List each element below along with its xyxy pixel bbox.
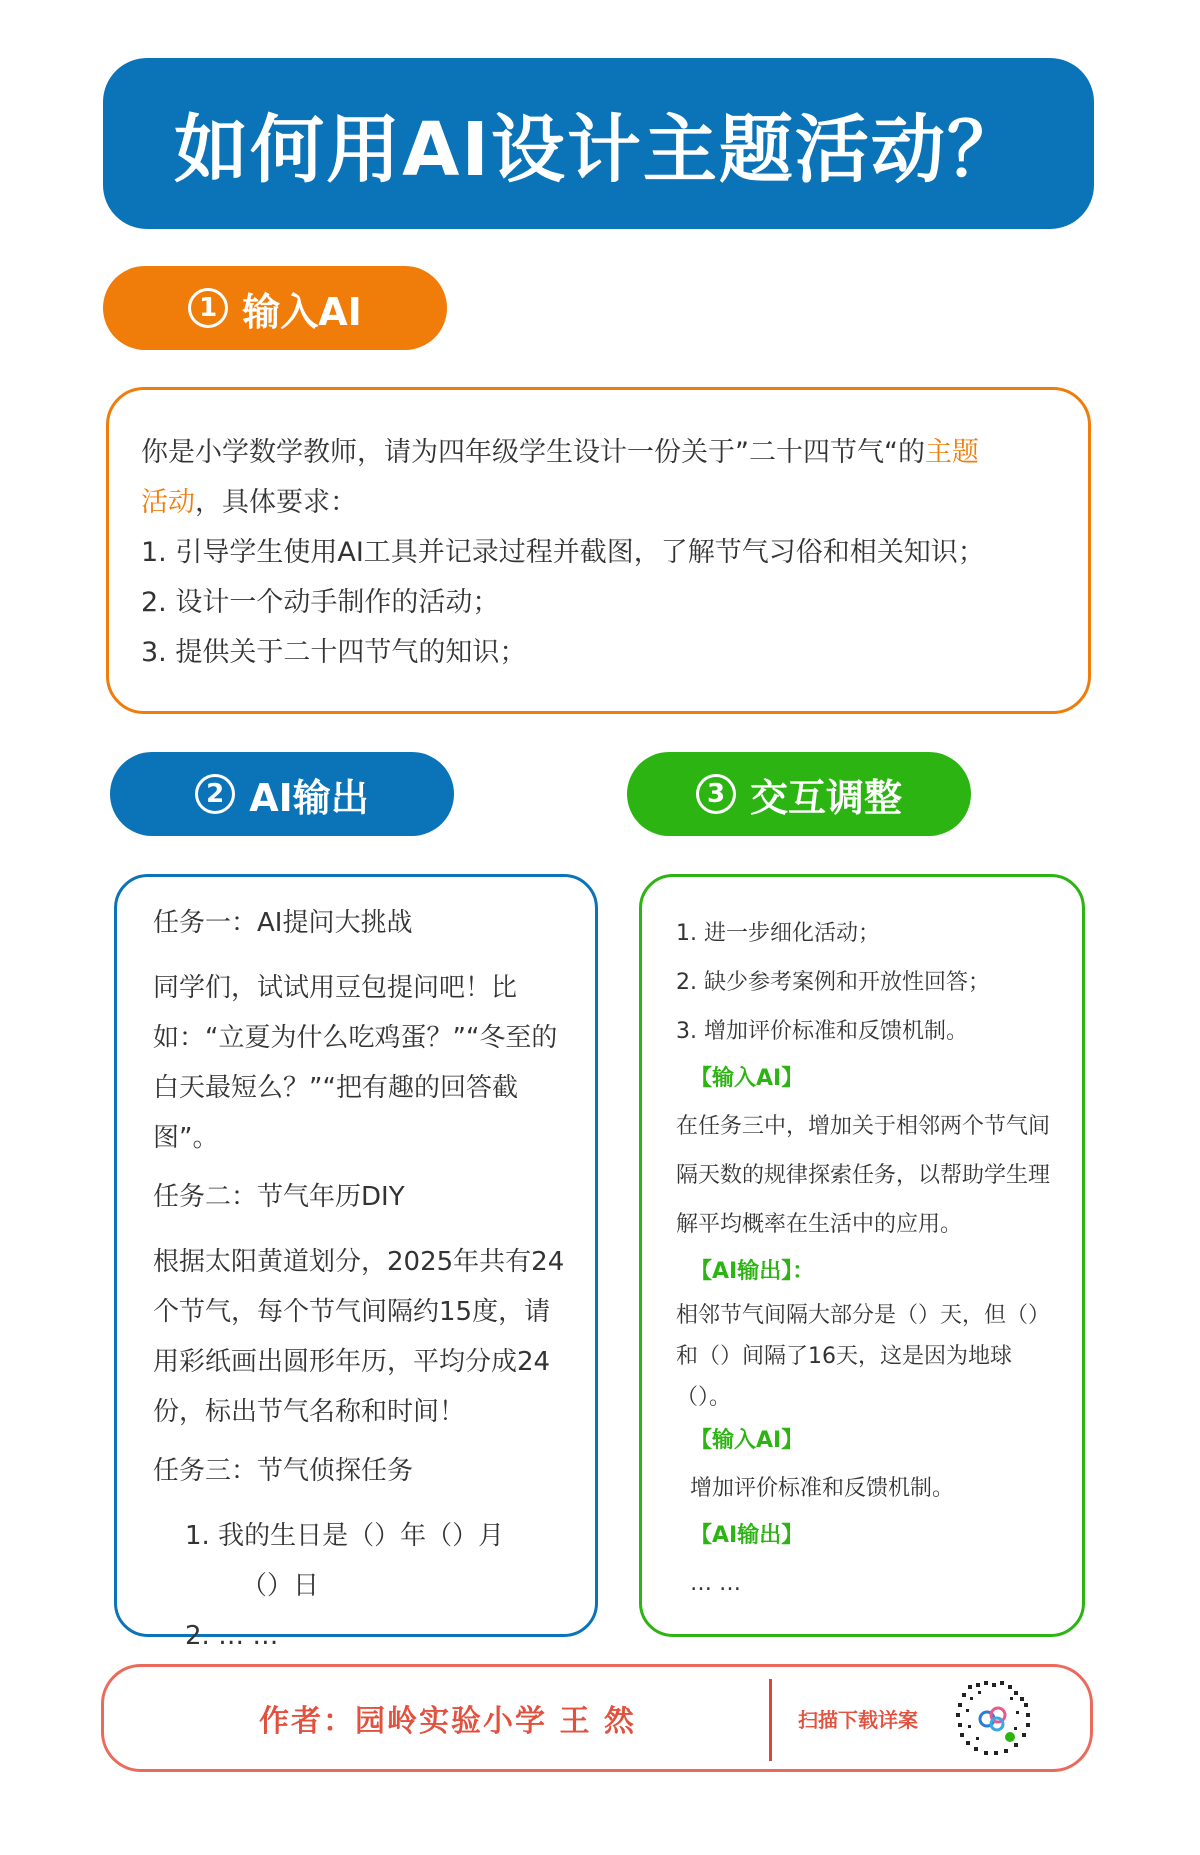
- prompt-line-2: [141, 478, 1056, 528]
- prompt-item: 1. 引导学生使用AI工具并记录过程并截图，了解节气习俗和相关知识；: [141, 537, 985, 568]
- task-2-title: 任务二：节气年历DIY: [153, 1182, 405, 1212]
- tag-ai-output-2: 【AI输出】: [690, 1523, 804, 1548]
- input-ai-text: 在任务三中，增加关于相邻两个节气间隔天数的规律探索任务，以帮助学生理解平均概率在生活中的应用。: [676, 1114, 1051, 1237]
- step-3-number-icon: 3: [696, 774, 736, 814]
- interaction-adjust-box: [639, 874, 1085, 1637]
- task-3-item-2: 2. … …: [185, 1621, 279, 1651]
- task-3-list: [153, 1511, 573, 1661]
- prompt-item: 2. 设计一个动手制作的活动；: [141, 587, 500, 618]
- footer-divider: [769, 1679, 772, 1761]
- prompt-box: [106, 387, 1091, 714]
- task-3-item-1-cont: （）日: [241, 1571, 320, 1601]
- prompt-highlight-1: 主题: [924, 437, 979, 468]
- step-1-number-icon: 1: [188, 288, 228, 328]
- task-1-title: 任务一：AI提问大挑战: [153, 908, 413, 938]
- adjust-point: 1. 进一步细化活动；: [676, 921, 880, 946]
- input-ai-text-2: 增加评价标准和反馈机制。: [690, 1476, 955, 1501]
- tag-input-ai-2: 【输入AI】: [690, 1428, 804, 1453]
- task-3-item-1: 1. 我的生日是（）年（）月: [185, 1521, 505, 1551]
- prompt-text-2: ，具体要求：: [195, 487, 357, 518]
- ai-output-box: [114, 874, 598, 1651]
- footer: [101, 1664, 1093, 1772]
- prompt-item: 3. 提供关于二十四节气的知识；: [141, 637, 527, 668]
- step-1-pill: [103, 266, 447, 350]
- title-banner: [103, 58, 1094, 229]
- adjust-point: 3. 增加评价标准和反馈机制。: [676, 1019, 968, 1044]
- scan-download-label: 扫描下载详案: [798, 1707, 918, 1732]
- step-2-number-icon: 2: [195, 774, 235, 814]
- task-3-title: 任务三：节气侦探任务: [153, 1456, 414, 1486]
- prompt-line-1: [141, 428, 1056, 478]
- tag-ai-output: 【AI输出】：: [690, 1259, 815, 1284]
- ai-output-text-2: … …: [690, 1571, 741, 1596]
- page-title: 如何用AI设计主题活动？: [174, 106, 1023, 193]
- step-2-pill: [110, 752, 454, 836]
- qr-code-icon[interactable]: [950, 1675, 1036, 1761]
- adjust-point: 2. 缺少参考案例和开放性回答；: [676, 970, 990, 995]
- ai-output-text: 相邻节气间隔大部分是（）天，但（）和（）间隔了16天，这是因为地球（）。: [676, 1303, 1051, 1410]
- task-1-body: 同学们，试试用豆包提问吧！比如：“立夏为什么吃鸡蛋？”“冬至的白天最短么？”“把有趣的回答截图”。: [153, 973, 558, 1153]
- tag-input-ai: 【输入AI】: [690, 1066, 804, 1091]
- step-1-label: 输入AI: [242, 289, 362, 334]
- step-3-pill: [627, 752, 971, 836]
- task-2-body: 根据太阳黄道划分，2025年共有24个节气，每个节气间隔约15度，请用彩纸画出圆形年历，平均分成24份，标出节气名称和时间！: [153, 1247, 565, 1427]
- step-3-label: 交互调整: [749, 775, 902, 820]
- prompt-text-1: 你是小学数学教师，请为四年级学生设计一份关于”二十四节气“的: [141, 437, 925, 468]
- author-credit: 作者：园岭实验小学 王 然: [259, 1704, 636, 1739]
- step-2-label: AI输出: [249, 775, 369, 820]
- prompt-highlight-2: 活动: [141, 487, 195, 518]
